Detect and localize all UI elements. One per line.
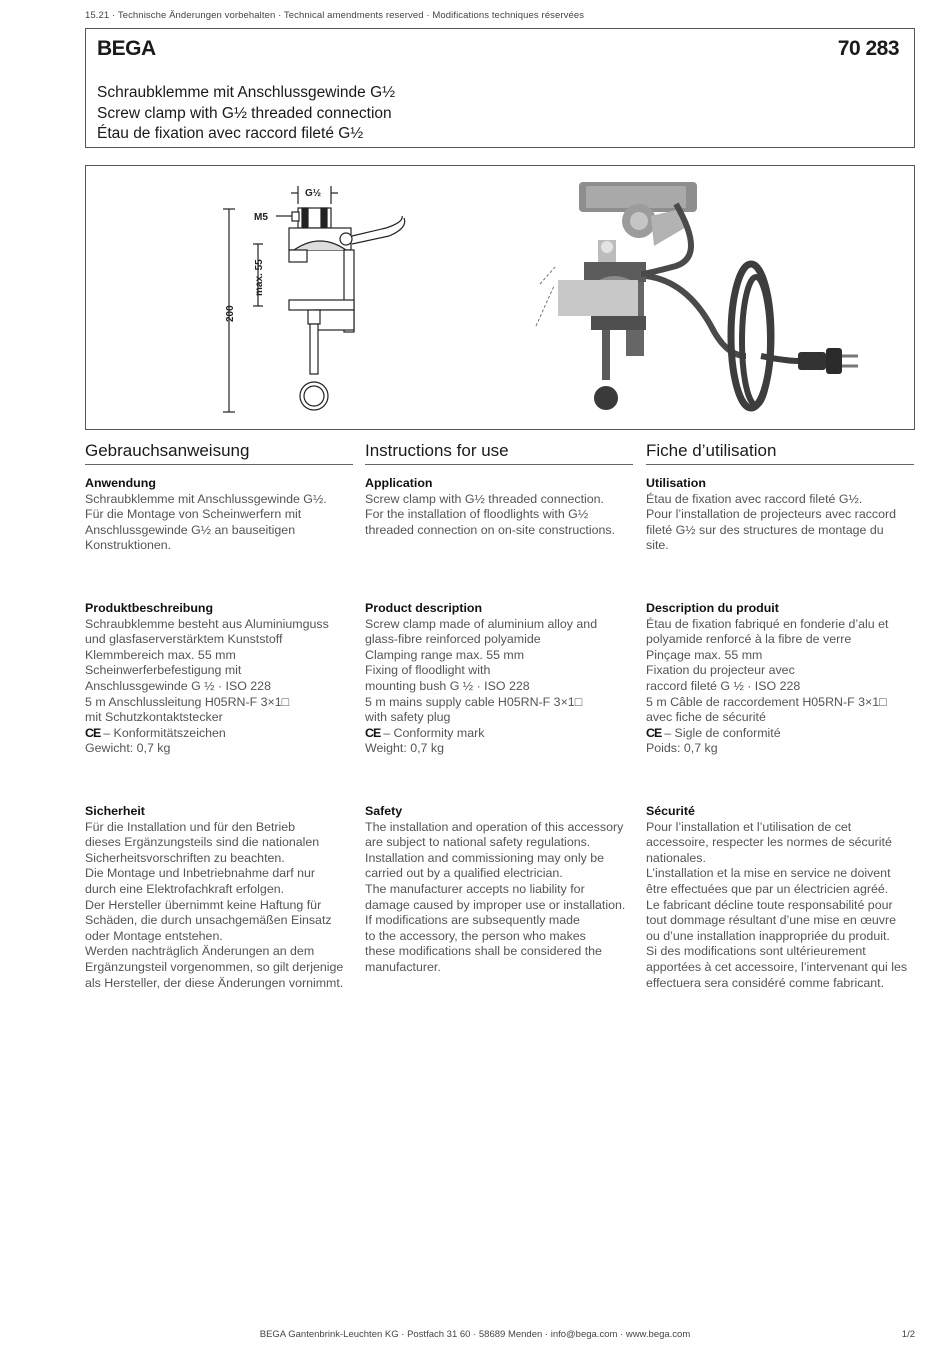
title-en: Screw clamp with G½ threaded connection — [97, 104, 392, 122]
section-safety — [365, 804, 655, 976]
text-line: Pinçage max. 55 mm — [646, 647, 763, 662]
dim-screw-label: M5 — [254, 212, 268, 223]
text-line: avec fiche de sécurité — [646, 710, 766, 725]
dim-clamp-label: max. 55 — [254, 259, 265, 296]
section-product-description — [646, 601, 936, 757]
text-line: damage caused by improper use or installation. — [365, 897, 626, 912]
text-line: Si des modifications sont ultérieurement — [646, 944, 866, 959]
section-product-description — [365, 601, 655, 757]
section-title: Anwendung — [85, 476, 156, 490]
section-application — [85, 476, 375, 554]
text-line: Sicherheitsvorschriften zu beachten. — [85, 850, 285, 865]
text-line: Anschlussgewinde G ½ · ISO 228 — [85, 678, 271, 693]
text-line: Schäden, die durch unsachgemäßen Einsatz — [85, 913, 332, 928]
text-line: Der Hersteller übernimmt keine Haftung für — [85, 897, 322, 912]
text-line: Screw clamp made of aluminium alloy and — [365, 616, 598, 631]
weight-line: Gewicht: 0,7 kg — [85, 741, 171, 756]
brand-name: BEGA — [97, 37, 156, 60]
section-application — [646, 476, 936, 554]
text-line: apportées à cet accessoire, l’intervenant qui les — [646, 959, 908, 974]
text-line: For the installation of floodlights with G½ — [365, 507, 589, 522]
text-line: durch eine Elektrofachkraft erfolgen. — [85, 881, 285, 896]
section-title: Sicherheit — [85, 804, 145, 818]
section-safety — [646, 804, 936, 991]
figure-drawing — [86, 166, 915, 430]
column-heading: Instructions for use — [365, 440, 633, 465]
text-line: dieses Ergänzungsteils sind die nationalen — [85, 835, 320, 850]
column-heading: Gebrauchsanweisung — [85, 440, 353, 465]
text-line: Schraubklemme besteht aus Aluminiumguss — [85, 616, 329, 631]
text-line: glass-fibre reinforced polyamide — [365, 632, 541, 647]
section-application — [365, 476, 655, 538]
ce-line: CE – Conformity mark — [365, 725, 485, 740]
text-line: mit Schutzkontaktstecker — [85, 710, 223, 725]
article-number: 70 283 — [837, 37, 899, 60]
column-english — [365, 440, 633, 974]
text-line: Installation and commissioning may only be — [365, 850, 604, 865]
ce-mark-icon: CE — [646, 725, 662, 740]
ce-mark-icon: CE — [365, 725, 381, 740]
text-line: Anschlussgewinde G½ an bauseitigen — [85, 522, 296, 537]
text-line: Klemmbereich max. 55 mm — [85, 647, 236, 662]
text-line: The installation and operation of this accessory — [365, 819, 624, 834]
section-title: Utilisation — [646, 476, 706, 490]
text-line: Pour l’installation de projecteurs avec raccord — [646, 507, 897, 522]
text-line: effectuera sera considéré comme fabricant. — [646, 975, 885, 990]
text-line: Ergänzungsteil vorgenommen, so gilt derjenige — [85, 959, 344, 974]
text-line: oder Montage entstehen. — [85, 928, 223, 943]
text-line: Fixation du projecteur avec — [646, 663, 795, 678]
product-titles — [97, 83, 395, 145]
text-line: Werden nachträglich Änderungen an dem — [85, 944, 315, 959]
text-line: Konstruktionen. — [85, 538, 172, 553]
text-line: with safety plug — [365, 710, 451, 725]
column-french — [646, 440, 914, 990]
text-line: Für die Montage von Scheinwerfern mit — [85, 507, 302, 522]
text-line: 5 m mains supply cable H05RN-F 3×1□ — [365, 694, 583, 709]
text-line: Schraubklemme mit Anschlussgewinde G½. — [85, 491, 327, 506]
dim-height-label: 200 — [225, 305, 236, 322]
text-line: Étau de fixation avec raccord fileté G½. — [646, 491, 863, 506]
section-title: Application — [365, 476, 433, 490]
text-line: nationales. — [646, 850, 706, 865]
section-safety — [85, 804, 375, 991]
text-line: Pour l’installation et l’utilisation de cet — [646, 819, 852, 834]
text-line: these modifications shall be considered the — [365, 944, 602, 959]
technical-drawing — [223, 186, 405, 412]
text-line: accessoire, respecter les normes de sécurité — [646, 835, 892, 850]
title-fr: Étau de fixation avec raccord fileté G½ — [97, 125, 364, 142]
dim-thread-label: G½ — [305, 188, 322, 199]
text-line: raccord fileté G ½ · ISO 228 — [646, 678, 801, 693]
section-title: Description du produit — [646, 601, 779, 615]
text-line: Screw clamp with G½ threaded connection. — [365, 491, 604, 506]
text-line: 5 m Anschlussleitung H05RN-F 3×1□ — [85, 694, 290, 709]
text-line: threaded connection on on-site constructions. — [365, 522, 616, 537]
header-box — [85, 28, 915, 148]
text-line: 5 m Câble de raccordement H05RN-F 3×1□ — [646, 694, 887, 709]
text-line: site. — [646, 538, 669, 553]
text-line: Fixing of floodlight with — [365, 663, 491, 678]
text-line: Für die Installation und für den Betrieb — [85, 819, 296, 834]
column-heading: Fiche d’utilisation — [646, 440, 914, 465]
text-line: carried out by a qualified electrician. — [365, 866, 563, 881]
text-line: Le fabricant décline toute responsabilité pour — [646, 897, 893, 912]
product-illustration — [536, 182, 858, 410]
page-number: 1/2 — [901, 1329, 915, 1340]
text-line: The manufacturer accepts no liability for — [365, 881, 585, 896]
text-line: tout dommage résultant d’une mise en œuvre — [646, 913, 897, 928]
text-line: If modifications are subsequently made — [365, 913, 580, 928]
text-line: être effectuées que par un électricien agréé. — [646, 881, 889, 896]
section-title: Produktbeschreibung — [85, 601, 214, 615]
footer-address: BEGA Gantenbrink-Leuchten KG · Postfach 31 60 · 58689 Menden · info@bega.com · www.bega.com — [259, 1329, 691, 1340]
ce-line: CE – Sigle de conformité — [646, 725, 781, 740]
text-line: are subject to national safety regulations. — [365, 835, 591, 850]
section-title: Safety — [365, 804, 403, 818]
text-line: to the accessory, the person who makes — [365, 928, 586, 943]
text-line: fileté G½ sur des structures de montage du — [646, 522, 884, 537]
weight-line: Weight: 0,7 kg — [365, 741, 444, 756]
section-product-description — [85, 601, 375, 757]
text-line: polyamide renforcé à la fibre de verre — [646, 632, 852, 647]
title-de: Schraubklemme mit Anschlussgewinde G½ — [97, 84, 396, 101]
ce-mark-icon: CE — [85, 725, 101, 740]
text-line: Die Montage und Inbetriebnahme darf nur — [85, 866, 316, 881]
text-line: ou d’une installation inappropriée du produit. — [646, 928, 890, 943]
text-line: L’installation et la mise en service ne doivent — [646, 866, 891, 881]
text-line: Scheinwerferbefestigung mit — [85, 663, 242, 678]
column-german — [85, 440, 353, 990]
text-line: Clamping range max. 55 mm — [365, 647, 525, 662]
text-line: Étau de fixation fabriqué en fonderie d’alu et — [646, 616, 889, 631]
ce-line: CE – Konformitätszeichen — [85, 725, 226, 740]
product-figure — [85, 165, 915, 430]
weight-line: Poids: 0,7 kg — [646, 741, 718, 756]
text-line: mounting bush G ½ · ISO 228 — [365, 678, 530, 693]
text-line: und glasfaserverstärktem Kunststoff — [85, 632, 283, 647]
text-line: als Hersteller, der diese Änderungen vornimmt. — [85, 975, 344, 990]
text-line: manufacturer. — [365, 959, 441, 974]
top-notice: 15.21 · Technische Änderungen vorbehalten · Technical amendments reserved · Modifications techniques réservées — [85, 10, 585, 21]
section-title: Sécurité — [646, 804, 695, 818]
section-title: Product description — [365, 601, 483, 615]
